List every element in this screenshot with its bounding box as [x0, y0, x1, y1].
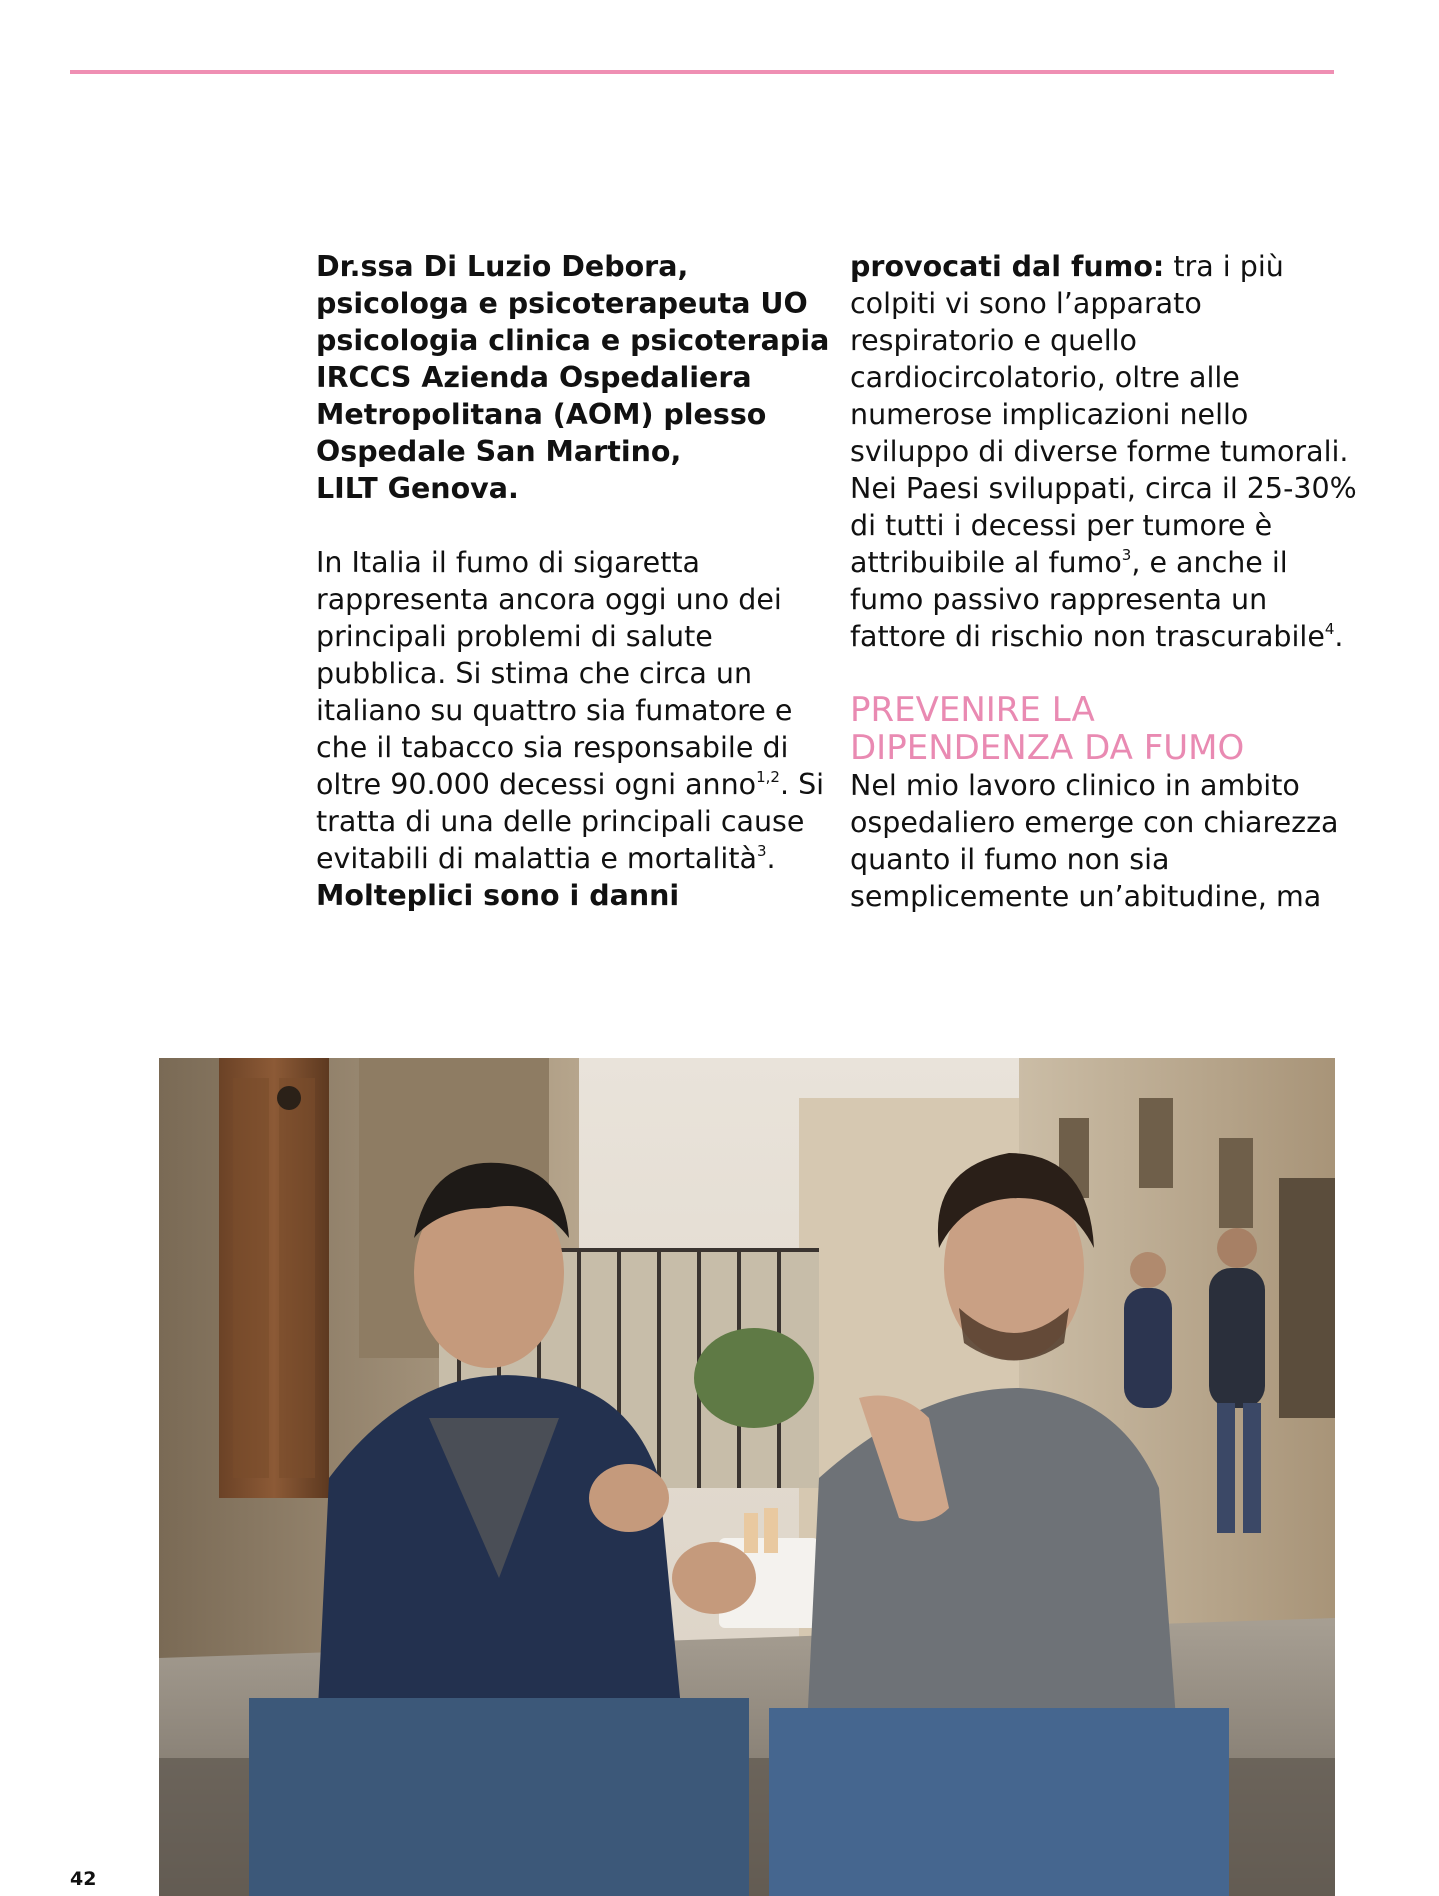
continued-text: . — [1334, 620, 1344, 653]
street-photo — [159, 1058, 1335, 1896]
footnote-ref: 3 — [756, 842, 767, 860]
continued-text: , e anche il fumo passivo rappresenta un fattore di rischio non trascurabile — [850, 546, 1325, 653]
section-heading-line: PREVENIRE LA — [850, 690, 1095, 730]
section-paragraph: Nel mio lavoro clinico in ambito ospedaliero emerge con chiarezza quanto il fumo non sia semplicemente un’abitudine, ma — [850, 769, 1339, 913]
section-heading-line: DIPENDENZA DA FUMO — [850, 728, 1245, 768]
byline-line: LILT Genova. — [316, 472, 519, 505]
footnote-ref: 3 — [1121, 546, 1132, 564]
continued-text: tra i più colpiti vi sono l’apparato respiratorio e quello cardiocircolatorio, oltre alle numerose implicazioni nello sviluppo di diverse forme tumorali. Nei Paesi sviluppati, circa il 25-30% di tutti i decessi per tumore è attribuibile al fumo — [850, 250, 1357, 579]
byline-line: Dr.ssa Di Luzio Debora, — [316, 250, 689, 283]
byline-line: IRCCS Azienda Ospedaliera — [316, 361, 752, 394]
top-accent-rule — [70, 70, 1334, 74]
section-heading — [850, 691, 1370, 767]
continued-bold-text: provocati dal fumo: — [850, 250, 1165, 283]
intro-paragraph — [316, 544, 836, 914]
footnote-ref: 1,2 — [756, 768, 780, 786]
byline-line: Metropolitana (AOM) plesso — [316, 398, 767, 431]
left-column — [316, 248, 836, 914]
photo-illustration — [159, 1058, 1335, 1896]
byline-line: Ospedale San Martino, — [316, 435, 682, 468]
footnote-ref: 4 — [1324, 620, 1335, 638]
continued-paragraph — [850, 248, 1370, 655]
intro-text: . — [766, 842, 776, 875]
intro-bold-text: Molteplici sono i danni — [316, 879, 680, 912]
right-column — [850, 248, 1370, 915]
intro-text: . Si tratta di una delle principali cause evitabili di malattia e mortalità — [316, 768, 825, 875]
author-byline — [316, 248, 836, 507]
byline-line: psicologa e psicoterapeuta UO — [316, 287, 808, 320]
page-number: 42 — [70, 1868, 97, 1890]
intro-text: In Italia il fumo di sigaretta rappresenta ancora oggi uno dei principali problemi di salute pubblica. Si stima che circa un italiano su quattro sia fumatore e che il tabacco sia responsabile di oltre 90.000 decessi ogni anno — [316, 546, 793, 801]
byline-line: psicologia clinica e psicoterapia — [316, 324, 830, 357]
